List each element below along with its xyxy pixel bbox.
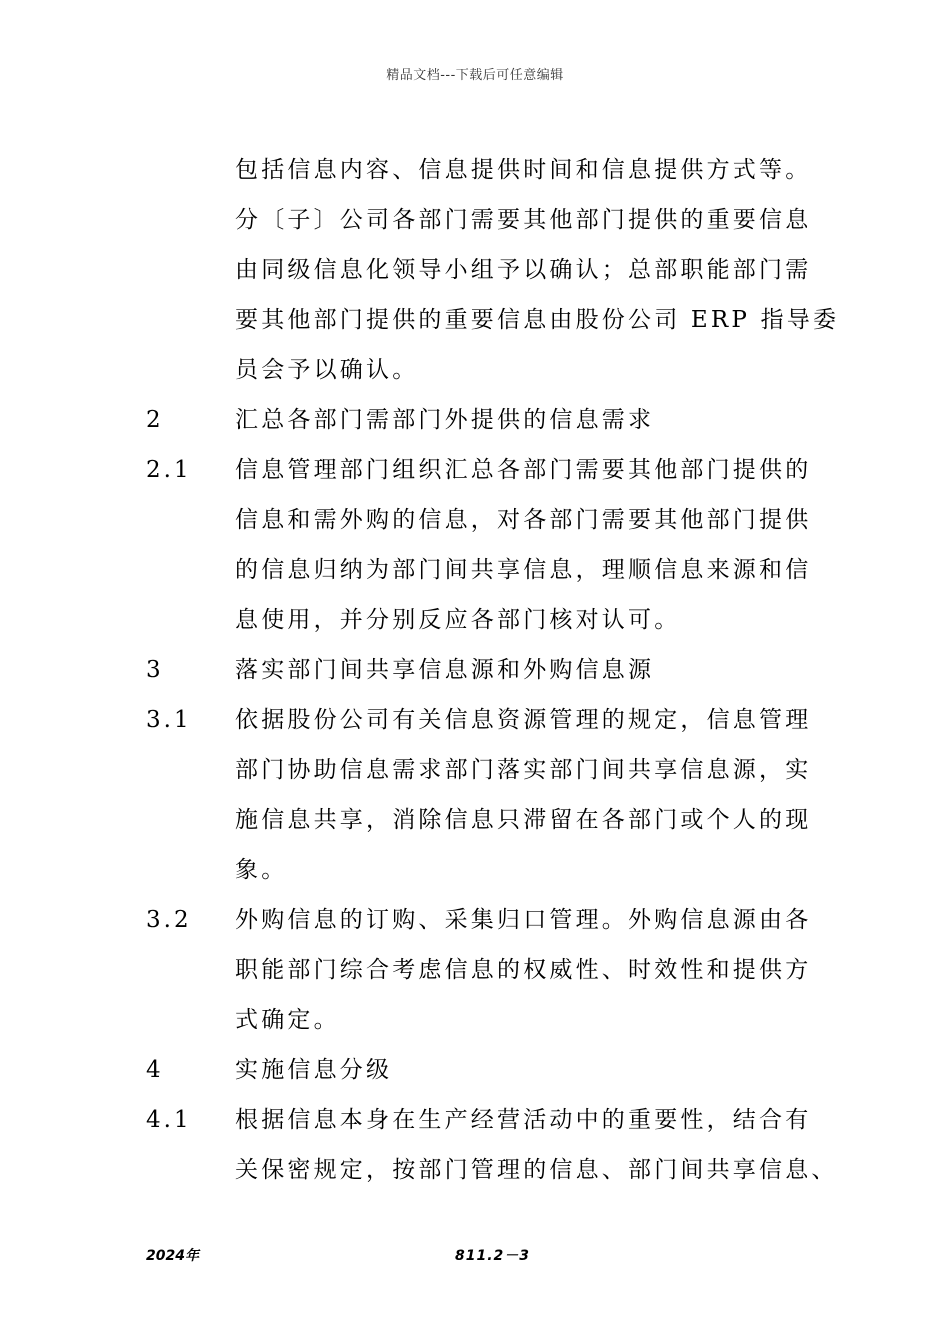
paragraph-text: 职能部门综合考虑信息的权威性、时效性和提供方: [235, 957, 812, 983]
paragraph-text: 依据股份公司有关信息资源管理的规定，信息管理: [235, 707, 812, 733]
text-line: [0, 1145, 950, 1195]
text-line: [0, 845, 950, 895]
paragraph-text: 部门协助信息需求部门落实部门间共享信息源，实: [235, 757, 812, 783]
paragraph-text: 关保密规定，按部门管理的信息、部门间共享信息、: [235, 1157, 838, 1183]
document-body: [0, 145, 950, 1195]
paragraph-text: 式确定。: [235, 1007, 340, 1033]
paragraph-text: 分〔子〕公司各部门需要其他部门提供的重要信息: [235, 207, 812, 233]
paragraph-text: 包括信息内容、信息提供时间和信息提供方式等。: [235, 157, 812, 183]
footer-page-code: 811.2－3: [455, 1248, 531, 1264]
page-header: 精品文档---下载后可任意编辑: [386, 68, 564, 83]
section-number: 3.2: [146, 907, 192, 933]
section-number: 4: [146, 1057, 164, 1083]
paragraph-text: 落实部门间共享信息源和外购信息源: [235, 657, 655, 683]
text-line: [0, 1045, 950, 1095]
paragraph-text: 汇总各部门需部门外提供的信息需求: [235, 407, 655, 433]
text-line: [0, 945, 950, 995]
text-line: [0, 245, 950, 295]
text-line: [0, 195, 950, 245]
section-number: 2: [146, 407, 164, 433]
section-number: 3: [146, 657, 164, 683]
text-line: [0, 695, 950, 745]
section-number: 3.1: [146, 707, 192, 733]
text-line: [0, 645, 950, 695]
paragraph-text: 息使用，并分别反应各部门核对认可。: [235, 607, 681, 633]
text-line: [0, 545, 950, 595]
paragraph-text: 由同级信息化领导小组予以确认；总部职能部门需: [235, 257, 812, 283]
text-line: [0, 445, 950, 495]
paragraph-text: 要其他部门提供的重要信息由股份公司 ERP 指导委: [235, 307, 840, 333]
text-line: [0, 895, 950, 945]
text-line: [0, 495, 950, 545]
text-line: [0, 145, 950, 195]
text-line: [0, 745, 950, 795]
paragraph-text: 信息和需外购的信息，对各部门需要其他部门提供: [235, 507, 812, 533]
paragraph-text: 施信息共享，消除信息只滞留在各部门或个人的现: [235, 807, 812, 833]
footer-year: 2024年: [146, 1248, 199, 1264]
paragraph-text: 员会予以确认。: [235, 357, 419, 383]
text-line: [0, 1095, 950, 1145]
paragraph-text: 的信息归纳为部门间共享信息，理顺信息来源和信: [235, 557, 812, 583]
text-line: [0, 345, 950, 395]
text-line: [0, 295, 950, 345]
text-line: [0, 395, 950, 445]
text-line: [0, 795, 950, 845]
text-line: [0, 995, 950, 1045]
paragraph-text: 实施信息分级: [235, 1057, 393, 1083]
text-line: [0, 595, 950, 645]
section-number: 4.1: [146, 1107, 192, 1133]
paragraph-text: 象。: [235, 857, 288, 883]
section-number: 2.1: [146, 457, 192, 483]
paragraph-text: 外购信息的订购、采集归口管理。外购信息源由各: [235, 907, 812, 933]
paragraph-text: 信息管理部门组织汇总各部门需要其他部门提供的: [235, 457, 812, 483]
paragraph-text: 根据信息本身在生产经营活动中的重要性，结合有: [235, 1107, 812, 1133]
